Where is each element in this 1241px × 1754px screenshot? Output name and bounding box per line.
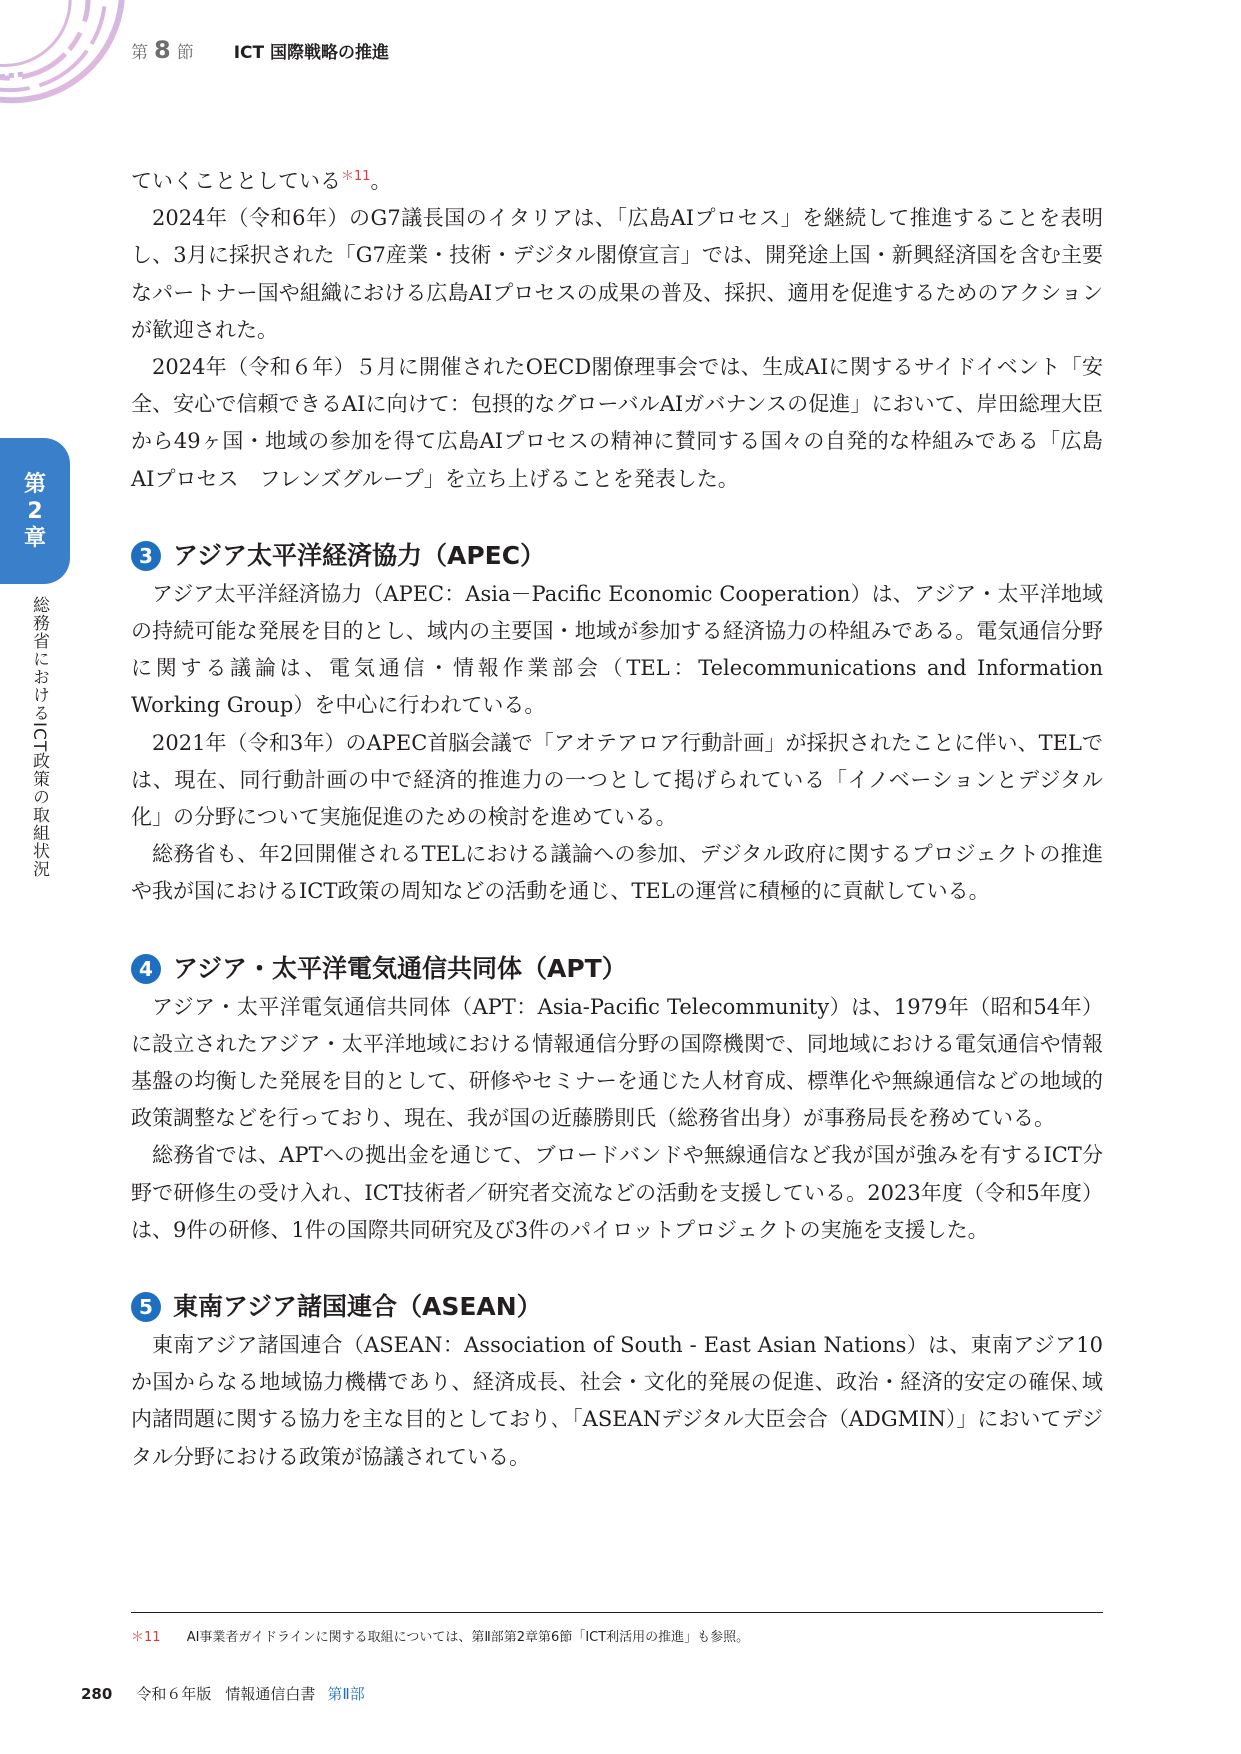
section-heading-text: アジア・太平洋電気通信共同体（APT） [173, 954, 627, 984]
section-number-badge: 5 [131, 1292, 161, 1322]
section-heading-text: アジア太平洋経済協力（APEC） [173, 541, 546, 571]
intro-paragraph: 2024年（令和6年）のG7議長国のイタリアは、「広島AIプロセス」を継続して推進することを表明し、3月に採択された「G7産業・技術・デジタル閣僚宣言」では、開発途上国・新興経済国を含む主要なパートナー国や組織における広島AIプロセスの成果の普及、採択、適用を促進するためのアクションが歓迎された。 [131, 206, 1103, 342]
decorative-arc-graphic [0, 0, 140, 110]
section-number-badge: 4 [131, 954, 161, 984]
section-number: 8 [154, 36, 171, 64]
intro-paragraph: 2024年（令和６年）５月に開催されたOECD閣僚理事会では、生成AIに関するサイドイベント「安全、安心で信頼できるAIに向けて：包摂的なグローバルAIガバナンスの促進」において、岸田総理大臣から49ヶ国・地域の参加を得て広島AIプロセスの精神に賛同する国々の自発的な枠組みである「広島AIプロセス フレンズグループ」を立ち上げることを発表した。 [131, 355, 1103, 491]
publication-edition: 令和６年版 [136, 1685, 212, 1703]
footnote-divider [131, 1612, 1103, 1613]
section-apt [131, 949, 1103, 1249]
page-number: 280 [81, 1685, 113, 1703]
body-paragraph: 総務省も、年2回開催されるTELにおける議論への参加、デジタル政府に関するプロジェクトの推進や我が国におけるICT政策の周知などの活動を通じ、TELの運営に積極的に貢献している。 [131, 842, 1103, 904]
section-asean [131, 1287, 1103, 1476]
page-footer [81, 1683, 365, 1704]
chapter-tab [0, 438, 70, 584]
footnote-mark: ＊11 [131, 1630, 161, 1645]
body-paragraph: 東南アジア諸国連合（ASEAN：Association of South ‐ East Asian Nations）は、東南アジア10か国からなる地域協力機構であり、経済成長、社会・文化的発展の促進、政治・経済的安定の確保､域内諸問題に関する協力を主な目的としており､「ASEANデジタル大臣会合（ADGMIN）」においてデジタル分野における政策が協議されている。 [131, 1333, 1103, 1469]
footnote [131, 1626, 749, 1645]
footnote-reference[interactable]: ＊11 [341, 169, 371, 184]
section-heading [131, 949, 1103, 989]
section-title: ICT 国際戦略の推進 [233, 43, 390, 63]
chapter-vertical-title: 総務省におけるICT政策の取組状況 [29, 596, 49, 879]
section-apec [131, 536, 1103, 911]
chapter-tab-line3: 章 [23, 525, 46, 551]
part-label: 第Ⅱ部 [327, 1685, 365, 1703]
section-number-badge: 3 [131, 541, 161, 571]
running-header [131, 36, 389, 66]
intro-continuation: ていくこととしている$^{*11}$。 [131, 169, 392, 193]
section-heading [131, 536, 1103, 576]
section-prefix: 第 [131, 43, 148, 63]
section-heading [131, 1287, 1103, 1327]
book-title: 情報通信白書 [225, 1685, 316, 1703]
body-paragraph: アジア太平洋経済協力（APEC：Asia－Pacific Economic Cooperation）は、アジア・太平洋地域の持続可能な発展を目的とし、域内の主要国・地域が参加する経済協力の枠組みである。電気通信分野に関する議論は、電気通信・情報作業部会（TEL：Telecommunications and Information Working Group）を中心に行われている。 [131, 581, 1103, 718]
main-content [131, 158, 1103, 1476]
body-paragraph: 2021年（令和3年）のAPEC首脳会議で「アオテアロア行動計画」が採択されたことに伴い、TELでは、現在、同行動計画の中で経済的推進力の一つとして掲げられている「イノベーションとデジタル化」の分野について実施促進のための検討を進めている。 [131, 730, 1103, 830]
footnote-text: AI事業者ガイドラインに関する取組については、第Ⅱ部第2章第6節「ICT利活用の推進」も参照。 [186, 1630, 750, 1645]
body-paragraph: アジア・太平洋電気通信共同体（APT：Asia-Pacific Telecommunity）は、1979年（昭和54年）に設立されたアジア・太平洋地域における情報通信分野の国際機関で、同地域における電気通信や情報基盤の均衡した発展を目的として、研修やセミナーを通じた人材育成、標準化や無線通信などの地域的政策調整などを行っており、現在、我が国の近藤勝則氏（総務省出身）が事務局長を務めている。 [131, 994, 1103, 1131]
chapter-tab-number: 2 [27, 498, 43, 524]
section-suffix: 節 [176, 43, 194, 63]
section-heading-text: 東南アジア諸国連合（ASEAN） [173, 1292, 542, 1322]
chapter-tab-line1: 第 [23, 471, 46, 497]
body-paragraph: 総務省では、APTへの拠出金を通じて、ブロードバンドや無線通信など我が国が強みを有するICT分野で研修生の受け入れ、ICT技術者／研究者交流などの活動を支援している。2023年度（令和5年度）は、9件の研修、1件の国際共同研究及び3件のパイロットプロジェクトの実施を支援した。 [131, 1143, 1103, 1242]
